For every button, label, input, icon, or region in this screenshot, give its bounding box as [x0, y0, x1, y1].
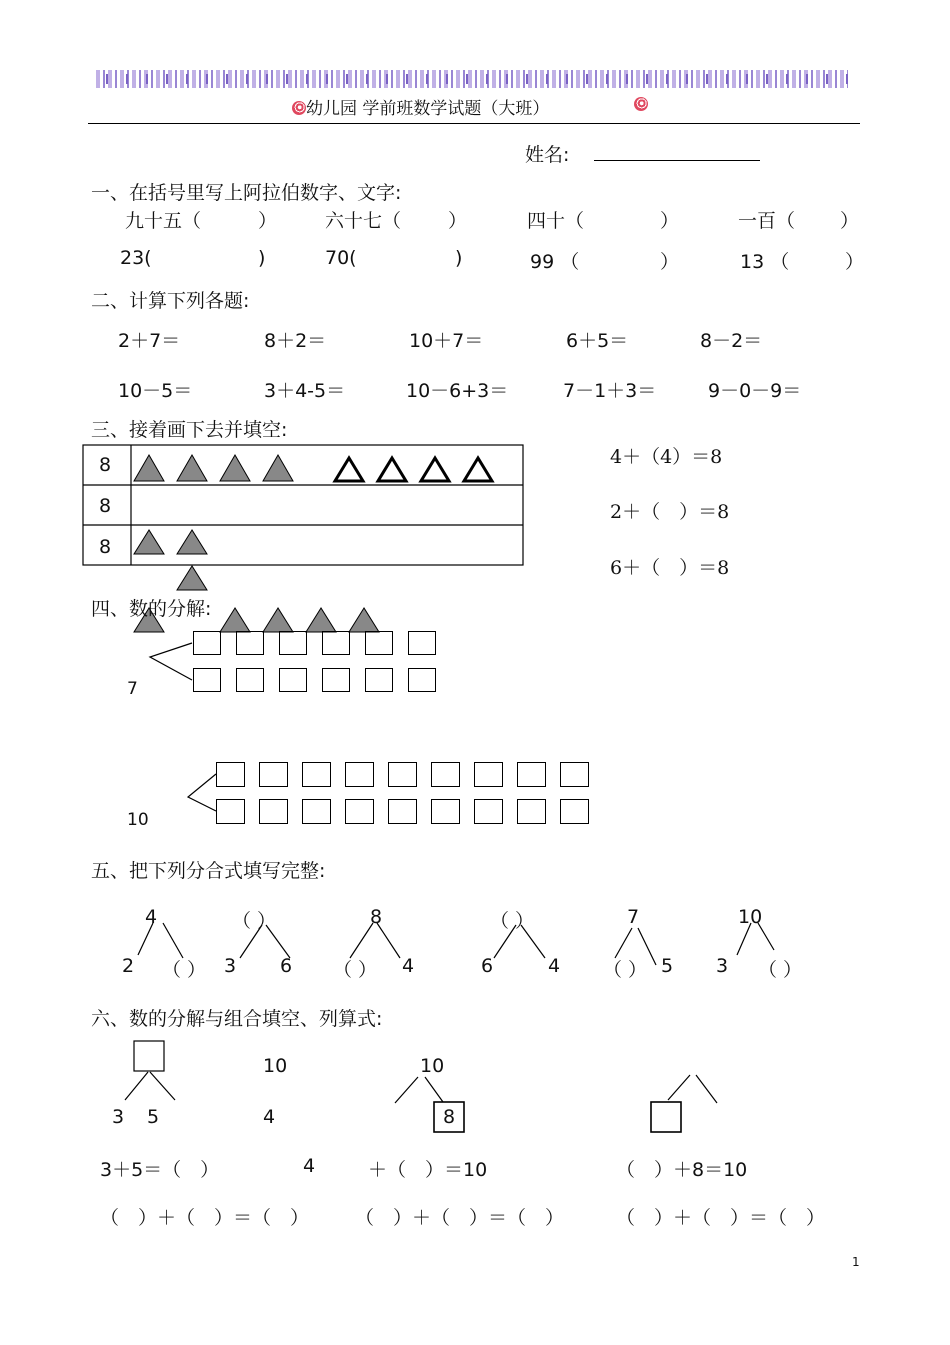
tree-left: 3 [224, 955, 237, 977]
tree-left: 3 [716, 955, 729, 977]
s1-r2-c3-close: ） [660, 251, 680, 273]
filled-triangle [263, 455, 293, 481]
filled-triangle [134, 530, 164, 554]
s2-r1-c1: 2＋7＝ [118, 330, 181, 352]
filled-triangle [220, 455, 250, 481]
tree-right: 5 [661, 955, 674, 977]
s1-r1-c4-close: ） [840, 210, 860, 232]
tree-left[interactable]: （ ） [333, 959, 378, 981]
s1-r2-c4-close: ） [845, 251, 865, 273]
answer-box[interactable] [560, 762, 589, 787]
table-row-number: 8 [99, 454, 112, 476]
answer-box[interactable] [193, 631, 221, 655]
answer-box[interactable] [365, 631, 393, 655]
outline-triangle [421, 458, 449, 481]
branch-line [150, 643, 192, 680]
tree-right: 6 [280, 955, 293, 977]
s2-r1-c2: 8＋2＝ [264, 330, 327, 352]
section4-title: 四、数的分解: [91, 598, 212, 620]
s2-r1-c5: 8－2＝ [700, 330, 763, 352]
outline-triangle [335, 458, 363, 481]
section5-title: 五、把下列分合式填写完整: [91, 860, 326, 882]
tree-left: 6 [481, 955, 494, 977]
filled-triangle [177, 455, 207, 481]
s1-r1-c3: 四十（ [527, 210, 585, 232]
answer-box[interactable] [279, 668, 307, 692]
answer-box[interactable] [302, 799, 331, 824]
equation-b-right[interactable]: ＋（ ）＝10 [368, 1159, 488, 1181]
branch-line [188, 774, 216, 811]
tree-top: 4 [145, 906, 158, 928]
equation-2[interactable]: 2＋（ ）＝8 [610, 501, 730, 523]
answer-box[interactable] [259, 799, 288, 824]
s2-r2-c5: 9－0－9＝ [708, 380, 802, 402]
answer-box[interactable] [474, 762, 503, 787]
answer-box[interactable] [474, 799, 503, 824]
equation-b-left: 4 [303, 1155, 316, 1177]
outline-triangle [464, 458, 492, 481]
s2-r2-c1: 10－5＝ [118, 380, 193, 402]
answer-box[interactable] [517, 762, 546, 787]
answer-box[interactable] [560, 799, 589, 824]
filled-triangle [177, 530, 207, 554]
boxed-number: 8 [443, 1106, 456, 1128]
s2-r1-c4: 6＋5＝ [566, 330, 629, 352]
s1-r1-c2-close: ） [448, 210, 468, 232]
answer-box[interactable] [345, 762, 374, 787]
filled-triangle [220, 608, 250, 632]
s1-r1-c4: 一百（ [738, 210, 796, 232]
filled-triangle [134, 455, 164, 481]
s1-r2-c4: 13 （ [740, 251, 790, 273]
table-row-number: 8 [99, 495, 112, 517]
outline-triangle [378, 458, 406, 481]
answer-box[interactable] [216, 799, 245, 824]
answer-box[interactable] [345, 799, 374, 824]
s1-r2-c1: 23( [120, 247, 152, 269]
s1-r1-c1-close: ） [258, 210, 278, 232]
tree-top[interactable]: （ ） [232, 910, 277, 932]
s1-r2-c3: 99 （ [530, 251, 580, 273]
tree-right: 4 [548, 955, 561, 977]
equation-c[interactable]: （ ）＋8＝10 [616, 1159, 748, 1181]
section3-title: 三、接着画下去并填空: [91, 419, 288, 441]
tree-left: 2 [122, 955, 135, 977]
answer-box[interactable] [431, 762, 460, 787]
answer-box[interactable] [216, 762, 245, 787]
s1-r2-c2-close: ) [455, 247, 463, 269]
section2-title: 二、计算下列各题: [91, 290, 250, 312]
tree-right: 4 [402, 955, 415, 977]
tree-top: 10 [263, 1055, 288, 1077]
page-number: 1 [852, 1255, 860, 1269]
answer-box [134, 1041, 164, 1071]
answer-box[interactable] [259, 762, 288, 787]
number-7: 7 [127, 679, 138, 699]
answer-box[interactable] [193, 668, 221, 692]
tree-top[interactable]: （ ） [490, 910, 535, 932]
tree-top: 10 [738, 906, 763, 928]
s1-r2-c1-close: ) [258, 247, 266, 269]
number-10: 10 [127, 810, 149, 830]
answer-box[interactable] [279, 631, 307, 655]
answer-box[interactable] [517, 799, 546, 824]
answer-box[interactable] [322, 668, 350, 692]
tree-right: 5 [147, 1106, 160, 1128]
section6-title: 六、数的分解与组合填空、列算式: [91, 1008, 383, 1030]
s1-r1-c2: 六十七（ [325, 210, 402, 232]
filled-triangle [306, 608, 336, 632]
answer-box[interactable] [408, 631, 436, 655]
answer-box[interactable] [302, 762, 331, 787]
tree-right[interactable]: （ ） [162, 959, 207, 981]
s2-r2-c4: 7－1＋3＝ [563, 380, 657, 402]
equation-1: 4＋（4）＝8 [610, 446, 723, 468]
filled-triangle [177, 566, 207, 590]
page-title-text: 幼儿园 学前班数学试题（大班） [306, 99, 550, 119]
s2-r2-c3: 10－6+3＝ [406, 380, 509, 402]
answer-box[interactable] [431, 799, 460, 824]
answer-box[interactable] [388, 799, 417, 824]
tree-top: 8 [370, 906, 383, 928]
equation-a[interactable]: 3＋5＝（ ） [100, 1159, 220, 1181]
tree-left[interactable]: （ ） [603, 959, 648, 981]
tree-top: 7 [627, 906, 640, 928]
s1-r1-c3-close: ） [660, 210, 680, 232]
equation-3[interactable]: 6＋（ ）＝8 [610, 557, 730, 579]
answer-box [651, 1102, 681, 1132]
filled-triangle [263, 608, 293, 632]
blank-equation[interactable]: （ ）＋（ ）＝（ ） [616, 1207, 826, 1229]
table-row-number: 8 [99, 536, 112, 558]
name-label: 姓名: [525, 144, 570, 166]
s1-r2-c2: 70( [325, 247, 357, 269]
answer-box[interactable] [365, 668, 393, 692]
answer-box[interactable] [236, 668, 264, 692]
answer-box[interactable] [388, 762, 417, 787]
s1-r1-c1: 九十五（ [125, 210, 202, 232]
answer-box[interactable] [236, 631, 264, 655]
blank-equation[interactable]: （ ）＋（ ）＝（ ） [355, 1207, 565, 1229]
filled-triangle [349, 608, 379, 632]
tree-left: 3 [112, 1106, 125, 1128]
s2-r1-c3: 10＋7＝ [409, 330, 484, 352]
blank-equation[interactable]: （ ）＋（ ）＝（ ） [100, 1207, 310, 1229]
answer-box[interactable] [322, 631, 350, 655]
tree-top: 10 [420, 1055, 445, 1077]
section1-title: 一、在括号里写上阿拉伯数字、文字: [91, 182, 402, 204]
tree-right[interactable]: （ ） [758, 959, 803, 981]
s2-r2-c2: 3＋4-5＝ [264, 380, 346, 402]
answer-box[interactable] [408, 668, 436, 692]
tree-left: 4 [263, 1106, 276, 1128]
